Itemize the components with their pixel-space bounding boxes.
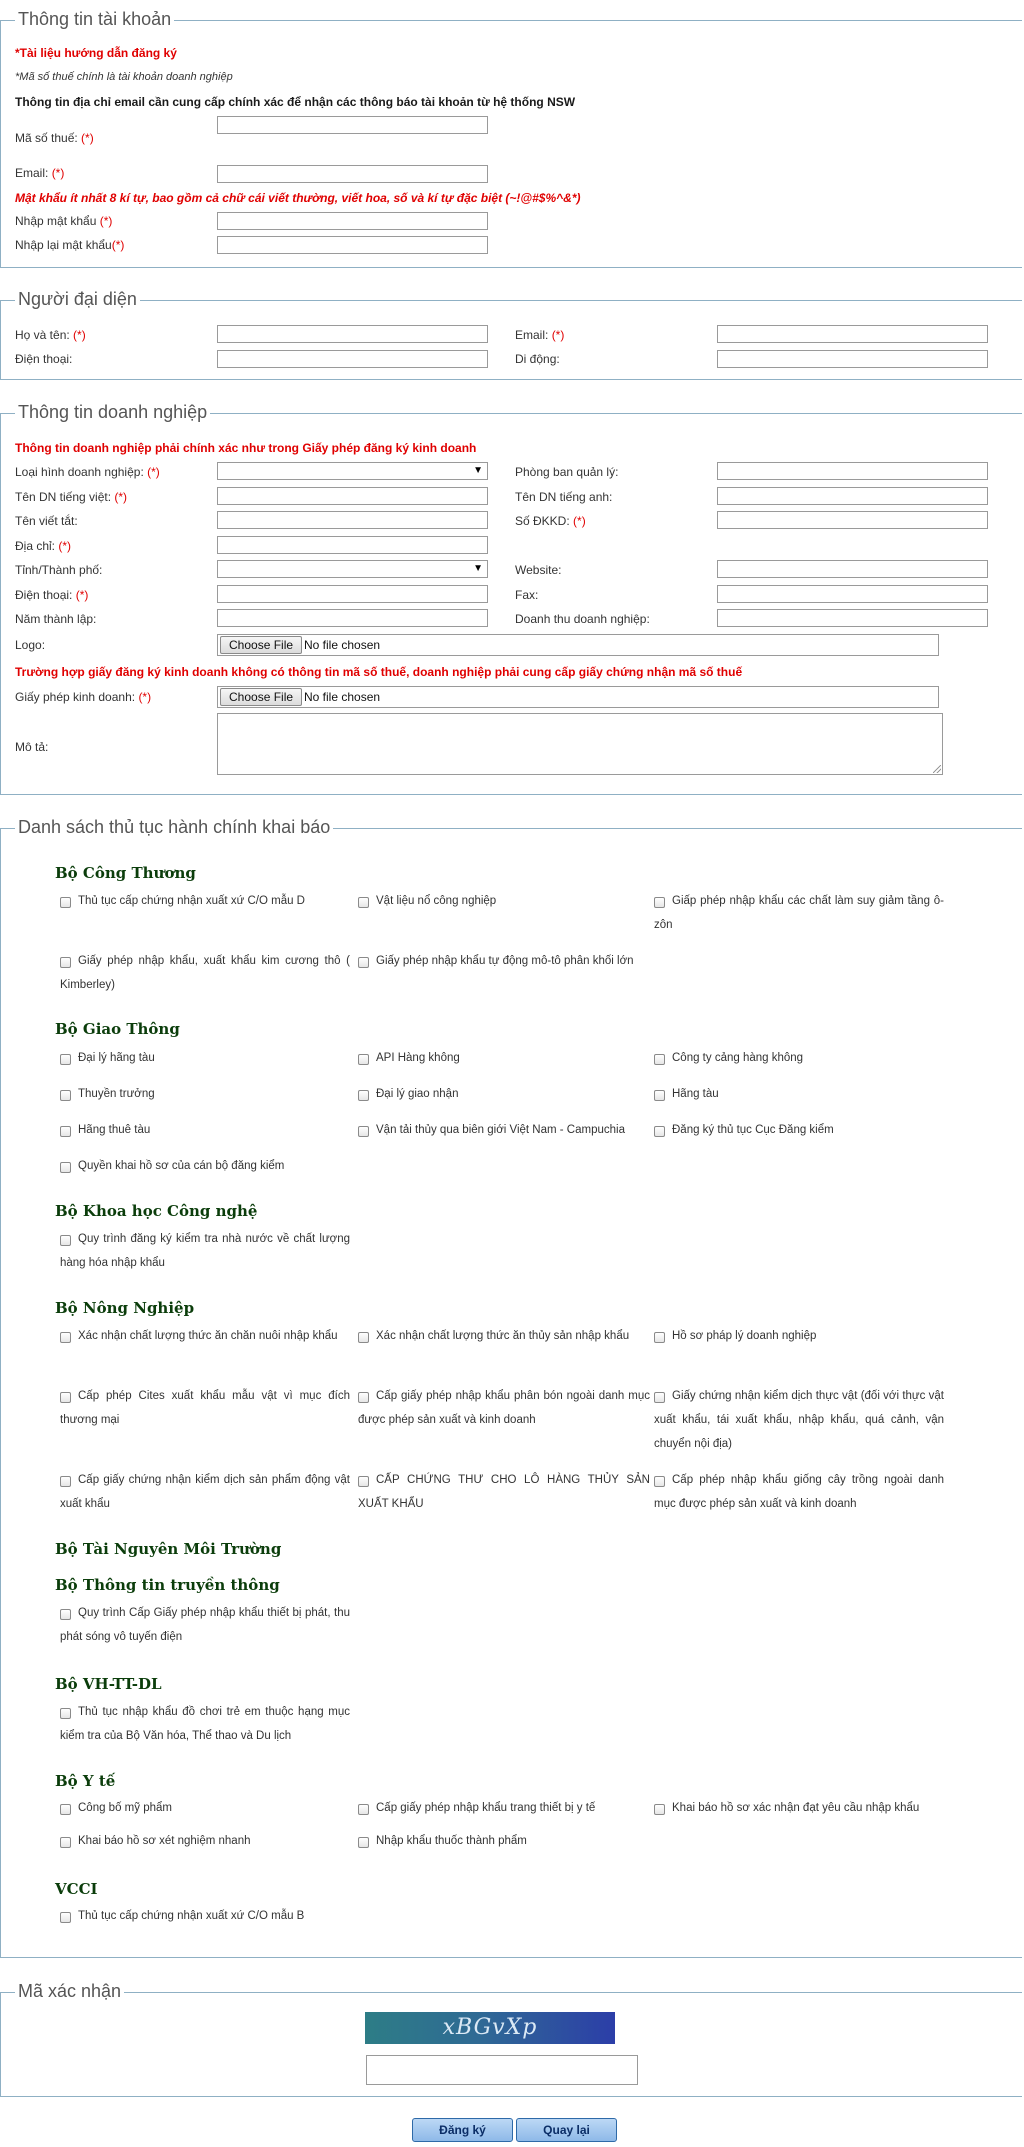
procedure-group-title: Bộ Nông Nghiệp xyxy=(55,1299,195,1317)
password-label: Nhập mật khẩu (*) xyxy=(15,214,113,228)
rep-legend: Người đại diện xyxy=(15,289,140,310)
company-legend: Thông tin doanh nghiệp xyxy=(15,402,210,423)
revenue-input[interactable] xyxy=(717,609,988,627)
email-input[interactable] xyxy=(217,165,488,183)
address-input[interactable] xyxy=(217,536,488,554)
chevron-down-icon: ▼ xyxy=(473,563,483,574)
type-select[interactable] xyxy=(217,462,488,480)
name-en-label: Tên DN tiếng anh: xyxy=(515,490,613,504)
founded-input[interactable] xyxy=(217,609,488,627)
procedure-item-label: Khai báo hồ sơ xác nhận đạt yêu cầu nhập khẩu xyxy=(672,1802,920,1814)
procedure-item-label: Đại lý giao nhận xyxy=(376,1088,459,1100)
reg-no-label: Số ĐKKD: (*) xyxy=(515,514,586,528)
founded-label: Năm thành lập: xyxy=(15,612,97,626)
back-button[interactable]: Quay lại xyxy=(516,2118,617,2142)
procedure-item-label: Hồ sơ pháp lý doanh nghiệp xyxy=(672,1330,817,1342)
procedure-item-label: Vận tải thủy qua biên giới Việt Nam - Campuchia xyxy=(376,1124,625,1136)
license-choose-file-button[interactable]: Choose File xyxy=(220,688,302,706)
procedure-item-label: Cấp phép nhập khẩu giống cây trồng ngoài danh mục được phép sản xuất và kinh doanh xyxy=(654,1474,944,1510)
logo-file-status: No file chosen xyxy=(304,638,381,652)
address-label: Địa chỉ: (*) xyxy=(15,539,72,553)
website-input[interactable] xyxy=(717,560,988,578)
procedure-item-label: Công ty cảng hàng không xyxy=(672,1052,804,1064)
dept-label: Phòng ban quản lý: xyxy=(515,465,619,479)
procedure-item-label: API Hàng không xyxy=(376,1052,460,1064)
procedure-item-label: Xác nhận chất lượng thức ăn chăn nuôi nhập khẩu xyxy=(78,1330,338,1342)
province-label: Tỉnh/Thành phố: xyxy=(15,563,103,577)
procedure-item-label: Đăng ký thủ tục Cục Đăng kiểm xyxy=(672,1124,834,1136)
company-phone-input[interactable] xyxy=(217,585,488,603)
license-label: Giấy phép kinh doanh: (*) xyxy=(15,690,152,704)
captcha-legend: Mã xác nhận xyxy=(15,1981,124,2002)
name-vn-label: Tên DN tiếng việt: (*) xyxy=(15,490,128,504)
fax-input[interactable] xyxy=(717,585,988,603)
procedure-group-title: Bộ Thông tin truyền thông xyxy=(55,1576,280,1594)
procedure-item-label: Hãng tàu xyxy=(672,1088,719,1100)
logo-choose-file-button[interactable]: Choose File xyxy=(220,636,302,654)
procedure-item-label: Cấp phép Cites xuất khẩu mẫu vật vì mục đích thương mại xyxy=(60,1390,350,1426)
rep-email-input[interactable] xyxy=(717,325,988,343)
resize-grip-icon[interactable] xyxy=(933,765,941,773)
rep-name-input[interactable] xyxy=(217,325,488,343)
password-input[interactable] xyxy=(217,212,488,230)
revenue-label: Doanh thu doanh nghiệp: xyxy=(515,612,650,626)
tax-input[interactable] xyxy=(217,116,488,134)
procedure-item-label: Cấp giấy chứng nhận kiểm dịch sản phẩm động vật xuất khẩu xyxy=(60,1474,350,1510)
desc-label: Mô tả: xyxy=(15,740,49,754)
password-rule: Mật khẩu ít nhất 8 kí tự, bao gồm cả chữ cái viết thường, viết hoa, số và kí tự đặc biệt (~!@#$%^&*) xyxy=(15,191,581,205)
chevron-down-icon: ▼ xyxy=(473,465,483,476)
procedure-item-label: Hãng thuê tàu xyxy=(78,1124,151,1136)
procedure-item-label: Cấp giấy phép nhập khẩu trang thiết bị y tế xyxy=(376,1802,596,1814)
procedure-item-label: Thủ tục cấp chứng nhận xuất xứ C/O mẫu D xyxy=(78,895,305,907)
procedure-item-label: Giấy phép nhập khẩu, xuất khẩu kim cương thô ( Kimberley) xyxy=(60,955,350,991)
company-phone-label: Điện thoại: (*) xyxy=(15,588,89,602)
tax-label: Mã số thuế: (*) xyxy=(15,131,94,145)
name-vn-input[interactable] xyxy=(217,487,488,505)
fax-label: Fax: xyxy=(515,588,539,602)
procedure-group-title: Bộ Y tế xyxy=(55,1772,116,1790)
password-confirm-label: Nhập lại mật khẩu(*) xyxy=(15,238,125,252)
procedure-group-title: VCCI xyxy=(55,1880,98,1898)
procedure-group-title: Bộ Khoa học Công nghệ xyxy=(55,1202,258,1220)
procedure-group-title: Bộ Giao Thông xyxy=(55,1020,180,1038)
procedure-item-label: Quy trình Cấp Giấy phép nhập khẩu thiết bị phát, thu phát sóng vô tuyến điện xyxy=(60,1607,350,1643)
account-legend: Thông tin tài khoản xyxy=(15,9,174,30)
logo-label: Logo: xyxy=(15,638,46,652)
license-note: Trường hợp giấy đăng ký kinh doanh không có thông tin mã số thuế, doanh nghiệp phải cung cấp giấy chứng nhận mã số thuế xyxy=(15,665,743,679)
rep-email-label: Email: (*) xyxy=(515,328,565,342)
rep-name-label: Họ và tên: (*) xyxy=(15,328,86,342)
name-en-input[interactable] xyxy=(717,487,988,505)
reg-no-input[interactable] xyxy=(717,511,988,529)
website-label: Website: xyxy=(515,563,562,577)
procedure-item-label: CẤP CHỨNG THƯ CHO LÔ HÀNG THỦY SẢN XUẤT KHẨU xyxy=(358,1474,650,1510)
procedure-item-label: Giấy chứng nhận kiểm dịch thực vật (đối với thực vật xuất khẩu, tái xuất khẩu, nhập khẩu, quá cảnh, vận chuyển nội địa) xyxy=(654,1390,944,1450)
password-confirm-input[interactable] xyxy=(217,236,488,254)
procedure-group-title: Bộ Công Thương xyxy=(55,864,196,882)
rep-phone-input[interactable] xyxy=(217,350,488,368)
email-label: Email: (*) xyxy=(15,166,65,180)
company-note: Thông tin doanh nghiệp phải chính xác như trong Giấy phép đăng ký kinh doanh xyxy=(15,441,477,455)
procedure-group-title: Bộ VH-TT-DL xyxy=(55,1675,162,1693)
type-label: Loại hình doanh nghiệp: (*) xyxy=(15,465,160,479)
rep-mobile-label: Di động: xyxy=(515,352,560,366)
procedures-legend: Danh sách thủ tục hành chính khai báo xyxy=(15,817,333,838)
procedure-item-label: Cấp giấy phép nhập khẩu phân bón ngoài danh mục được phép sản xuất và kinh doanh xyxy=(358,1390,650,1426)
procedure-item-label: Thủ tục cấp chứng nhận xuất xứ C/O mẫu B xyxy=(78,1910,305,1922)
captcha-input[interactable] xyxy=(366,2055,638,2085)
procedure-item-label: Khai báo hồ sơ xét nghiệm nhanh xyxy=(78,1835,251,1847)
procedure-item-label: Nhập khẩu thuốc thành phẩm xyxy=(376,1835,527,1847)
procedure-item-label: Thủ tục nhập khẩu đồ chơi trẻ em thuộc hạng mục kiểm tra của Bộ Văn hóa, Thể thao và Du lịch xyxy=(60,1706,350,1742)
desc-textarea[interactable] xyxy=(217,713,943,775)
rep-phone-label: Điện thoại: xyxy=(15,352,73,366)
captcha-image: xBGvXp xyxy=(365,2012,615,2044)
procedure-item-label: Giấy phép nhập khẩu tự động mô-tô phân khối lớn xyxy=(376,955,634,967)
province-select[interactable] xyxy=(217,560,488,578)
procedure-item-label: Quyền khai hồ sơ của cán bộ đăng kiểm xyxy=(78,1160,285,1172)
procedure-group-title: Bộ Tài Nguyên Môi Trường xyxy=(55,1540,282,1558)
rep-mobile-input[interactable] xyxy=(717,350,988,368)
procedure-item-label: Vật liệu nổ công nghiệp xyxy=(376,895,497,907)
license-file-input[interactable] xyxy=(217,686,939,708)
register-button[interactable]: Đăng ký xyxy=(412,2118,513,2142)
guide-link[interactable]: *Tài liệu hướng dẫn đăng ký xyxy=(15,46,177,60)
procedure-item-label: Quy trình đăng ký kiểm tra nhà nước về chất lượng hàng hóa nhập khẩu xyxy=(60,1233,350,1269)
procedure-item-label: Xác nhận chất lượng thức ăn thủy sản nhập khẩu xyxy=(376,1330,630,1342)
short-name-input[interactable] xyxy=(217,511,488,529)
email-note: Thông tin địa chỉ email cần cung cấp chính xác để nhận các thông báo tài khoản từ hệ thống NSW xyxy=(15,95,576,109)
procedure-item-label: Thuyền trưởng xyxy=(78,1088,155,1100)
procedure-item-label: Giấp phép nhập khẩu các chất làm suy giảm tầng ô-zôn xyxy=(654,895,944,931)
short-name-label: Tên viết tắt: xyxy=(15,514,78,528)
license-file-status: No file chosen xyxy=(304,690,381,704)
procedure-item-label: Công bố mỹ phẩm xyxy=(78,1802,172,1814)
procedure-item-label: Đại lý hãng tàu xyxy=(78,1052,155,1064)
tax-note: *Mã số thuế chính là tài khoản doanh nghiệp xyxy=(15,71,233,83)
logo-file-input[interactable] xyxy=(217,634,939,656)
dept-input[interactable] xyxy=(717,462,988,480)
